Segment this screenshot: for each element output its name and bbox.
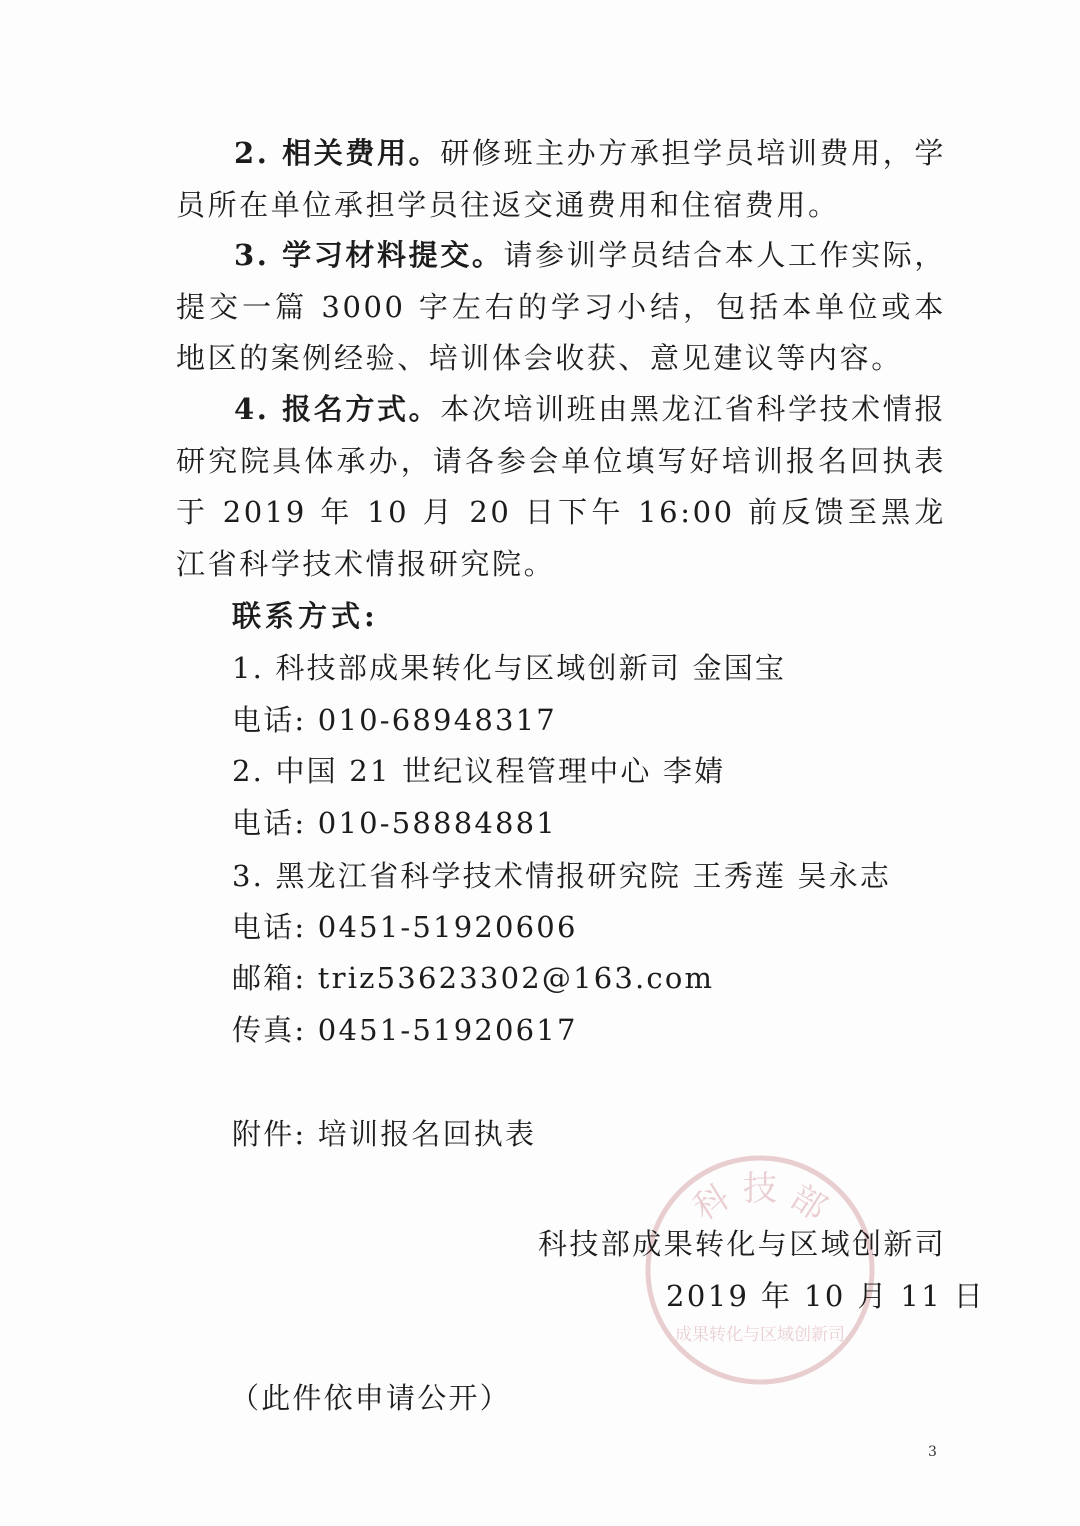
contact-line-6: 电话: 0451-51920606: [232, 910, 578, 944]
contact-line-3: 2. 中国 21 世纪议程管理中心 李婧: [232, 754, 726, 788]
signature-organization: 科技部成果转化与区域创新司: [538, 1227, 947, 1261]
paragraph-registration-heading: 4. 报名方式。: [234, 392, 441, 426]
paragraph-materials: [176, 230, 946, 385]
contact-line-5: 3. 黑龙江省科学技术情报研究院 王秀莲 吴永志: [232, 859, 892, 893]
disclosure-note: （此件依申请公开）: [230, 1381, 511, 1415]
contact-line-2: 电话: 010-68948317: [232, 703, 557, 737]
paragraph-fees-heading: 2. 相关费用。: [234, 136, 441, 170]
paragraph-materials-body: 请参训学员结合本人工作实际，提交一篇 3000 字左右的学习小结，包括本单位或本地区的案例经验、培训体会收获、意见建议等内容。: [176, 238, 947, 375]
contact-line-7: 邮箱: triz53623302@163.com: [232, 961, 715, 995]
page-number: 3: [928, 1444, 937, 1460]
contact-line-4: 电话: 010-58884881: [232, 806, 557, 840]
paragraph-registration: [176, 384, 946, 590]
contact-line-1: 1. 科技部成果转化与区域创新司 金国宝: [232, 651, 787, 685]
paragraph-fees: [176, 128, 946, 231]
contact-line-8: 传真: 0451-51920617: [232, 1013, 578, 1047]
official-seal-icon: [640, 1150, 880, 1390]
attachment-line: 附件: 培训报名回执表: [232, 1117, 537, 1151]
seal-top-text: 科 技 部: [686, 1169, 834, 1229]
seal-bottom-text: 成果转化与区域创新司: [675, 1325, 845, 1345]
paragraph-fees-body: 研修班主办方承担学员培训费用，学员所在单位承担学员往返交通费用和住宿费用。: [176, 136, 946, 222]
paragraph-materials-heading: 3. 学习材料提交。: [234, 238, 504, 272]
signature-date: 2019 年 10 月 11 日: [666, 1279, 986, 1313]
contacts-heading: 联系方式:: [232, 599, 379, 633]
paragraph-registration-body: 本次培训班由黑龙江省科学技术情报研究院具体承办，请各参会单位填写好培训报名回执表于 2019 年 10 月 20 日下午 16:00 前反馈至黑龙江省科学技术情报研究院。: [176, 392, 946, 581]
